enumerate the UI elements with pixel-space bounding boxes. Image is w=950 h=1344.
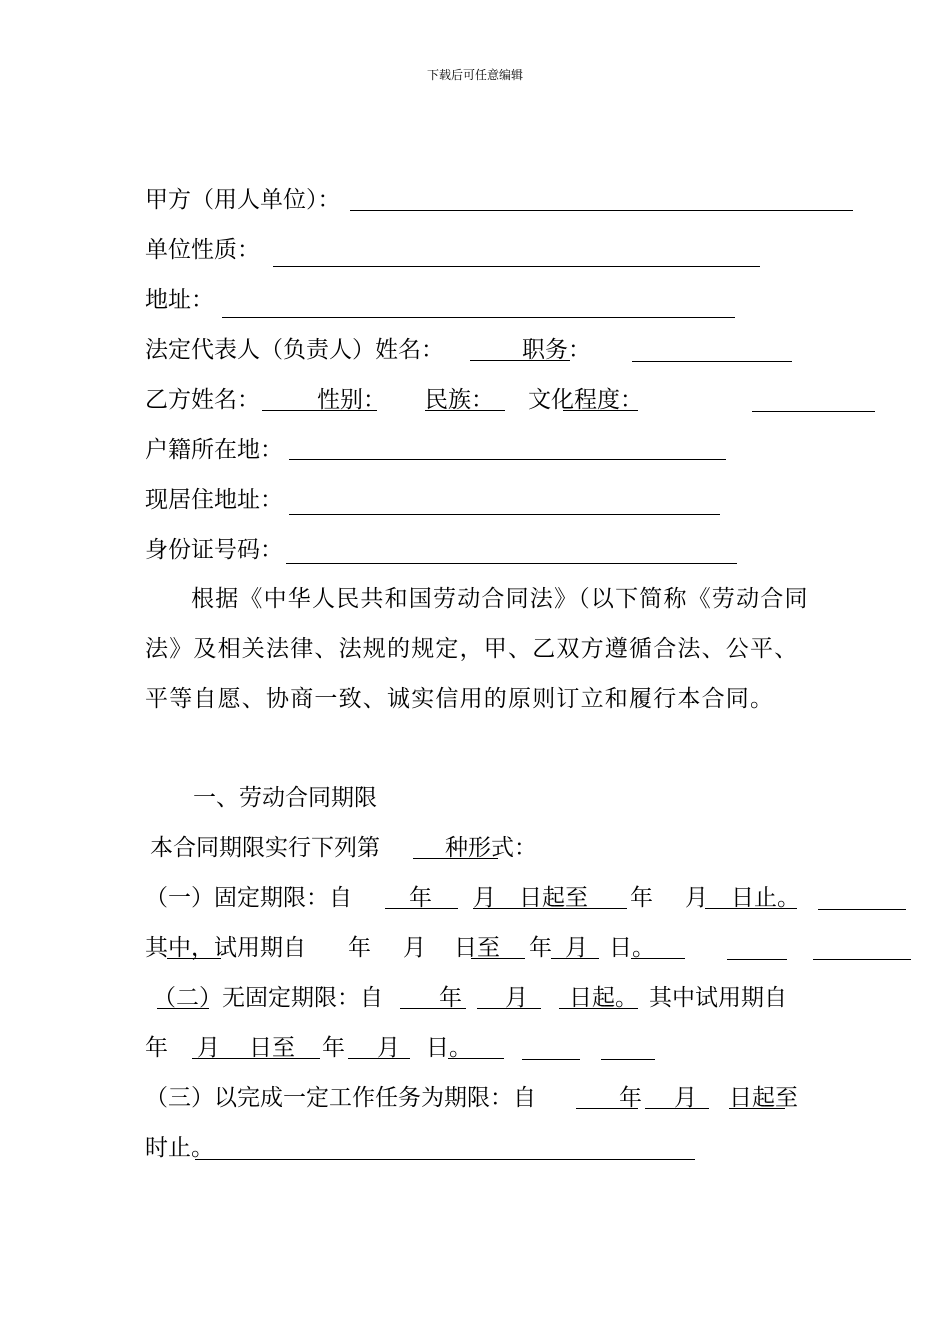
task-end-line — [145, 1131, 745, 1165]
ethnicity-label: 民族： — [425, 387, 494, 413]
task-day-from-label: 日起至 — [729, 1085, 798, 1111]
employer-label: 甲方（用人单位）： — [145, 187, 341, 213]
open-month-label: 月 — [505, 985, 528, 1011]
open-prob-extra-blank-2[interactable] — [601, 1059, 655, 1060]
open-term-underline — [157, 1008, 209, 1009]
household-field — [145, 433, 865, 467]
open-year-label: 年 — [439, 985, 462, 1011]
id-number-field — [145, 533, 865, 567]
probation-start-blank[interactable] — [471, 958, 525, 959]
probation-month2-label: 月 — [565, 935, 588, 961]
section1-title: 一、劳动合同期限 — [193, 785, 377, 811]
open-prob-extra-blank-1[interactable] — [522, 1059, 580, 1060]
household-label: 户籍所在地： — [145, 437, 283, 463]
address-label: 地址： — [145, 287, 214, 313]
address-field — [145, 283, 865, 317]
education-blank[interactable] — [752, 411, 875, 412]
unit-nature-label: 单位性质： — [145, 237, 260, 263]
open-prob-year-label: 年 — [145, 1035, 168, 1061]
probation-extra-blank-2[interactable] — [813, 959, 911, 960]
open-term-line — [145, 981, 845, 1015]
open-prob-month2-label: 月 — [377, 1035, 400, 1061]
fixed-day-end-label: 日止。 — [731, 885, 800, 911]
form-line-a: 本合同期限实行下列第 — [150, 835, 380, 861]
open-term-label: （二）无固定期限：自 — [153, 985, 383, 1011]
fixed-year-label: 年 — [409, 885, 432, 911]
probation-label: 其中，试用期自 — [145, 935, 306, 961]
gender-label: 性别： — [317, 387, 386, 413]
page-header: 下载后可任意编辑 — [426, 68, 523, 82]
probation-line — [145, 931, 913, 965]
current-address-field — [145, 483, 865, 517]
fixed-start-day-blank[interactable] — [565, 908, 627, 909]
fixed-term-line — [145, 881, 910, 915]
probation-extra-blank-1[interactable] — [727, 959, 787, 960]
open-prob-day-end-label: 日。 — [426, 1035, 472, 1061]
employee-name-label: 乙方姓名： — [145, 387, 260, 413]
open-day-from-label: 日起。 — [569, 985, 638, 1011]
open-prob-year2-label: 年 — [322, 1035, 345, 1061]
form-line — [145, 831, 645, 865]
fixed-month-label: 月 — [473, 885, 496, 911]
task-term-line — [145, 1081, 845, 1115]
education-label: 文化程度： — [528, 387, 643, 413]
task-term-label: （三）以完成一定工作任务为期限：自 — [145, 1085, 536, 1111]
household-blank[interactable] — [289, 459, 726, 460]
fixed-year2-label: 年 — [630, 885, 653, 911]
ethnicity-blank[interactable] — [425, 410, 505, 411]
id-number-blank[interactable] — [286, 563, 737, 564]
probation-day-to-label: 日至 — [454, 935, 500, 961]
task-end-label: 时止。 — [145, 1135, 214, 1161]
probation-month-label: 月 — [403, 935, 426, 961]
probation-year2-label: 年 — [529, 935, 552, 961]
fixed-term-label: （一）固定期限：自 — [145, 885, 352, 911]
fixed-month2-label: 月 — [685, 885, 708, 911]
open-prob-end-blank[interactable] — [448, 1058, 504, 1059]
open-prob-day-to-label: 日至 — [249, 1035, 295, 1061]
position-label: 职务： — [522, 337, 591, 363]
legal-rep-label: 法定代表人（负责人）姓名： — [145, 337, 444, 363]
task-month-label: 月 — [674, 1085, 697, 1111]
probation-day-end-label: 日。 — [609, 935, 655, 961]
legal-rep-field — [145, 333, 865, 367]
address-blank[interactable] — [222, 317, 735, 318]
unit-nature-blank[interactable] — [273, 266, 760, 267]
employer-blank[interactable] — [350, 210, 853, 211]
probation-year-label: 年 — [348, 935, 371, 961]
employee-field — [145, 383, 885, 417]
form-line-b: 种形式： — [445, 835, 537, 861]
employer-field — [145, 183, 865, 217]
probation-underline — [167, 958, 221, 959]
task-end-blank[interactable] — [195, 1159, 695, 1160]
position-blank[interactable] — [632, 361, 792, 362]
section-title — [145, 781, 545, 815]
fixed-extra-blank[interactable] — [818, 909, 906, 910]
fixed-day-from-label: 日起至 — [519, 885, 588, 911]
open-probation-label: 其中试用期自 — [649, 985, 787, 1011]
current-address-blank[interactable] — [289, 514, 720, 515]
unit-nature-field — [145, 233, 865, 267]
current-address-label: 现居住地址： — [145, 487, 283, 513]
open-probation-line — [145, 1031, 685, 1065]
id-number-label: 身份证号码： — [145, 537, 283, 563]
intro-paragraph: 根据《中华人民共和国劳动合同法》（以下简称《劳动合同法》及相关法律、法规的规定，甲、乙双方遵循合法、公平、平等自愿、协商一致、诚实信用的原则订立和履行本合同。 — [145, 586, 809, 712]
education-underline — [563, 410, 638, 411]
probation-end-blank[interactable] — [631, 958, 685, 959]
task-year-label: 年 — [619, 1085, 642, 1111]
open-prob-month-label: 月 — [197, 1035, 220, 1061]
